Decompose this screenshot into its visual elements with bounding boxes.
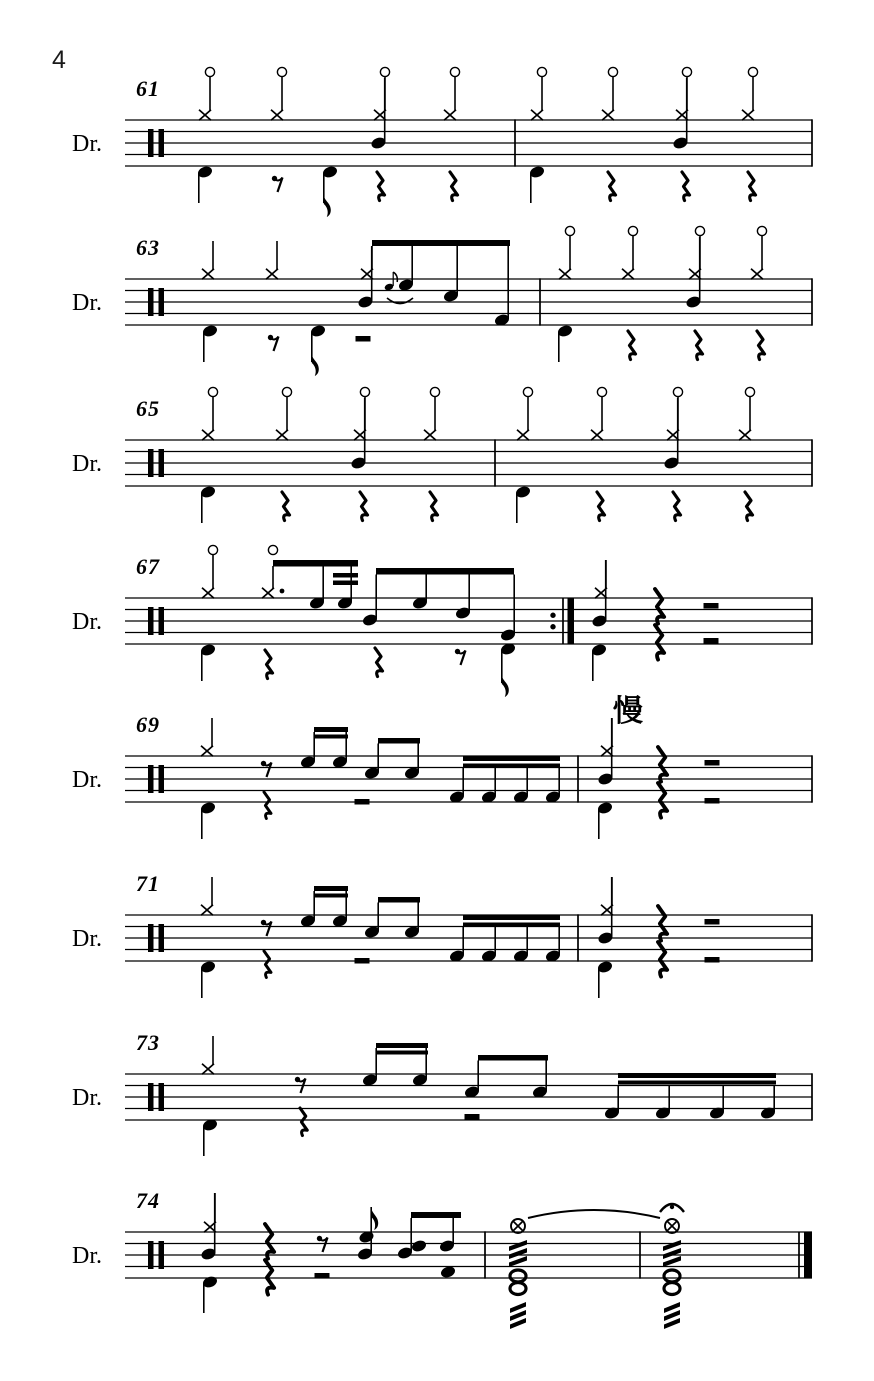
open-hihat-circle <box>430 387 439 396</box>
half-rest <box>465 1114 480 1120</box>
beam <box>314 727 348 732</box>
open-hihat-circle <box>205 67 214 76</box>
instrument-label: Dr. <box>72 290 102 316</box>
whole-note-chord <box>510 1270 526 1282</box>
quarter-rest <box>450 172 458 201</box>
open-hihat-circle <box>628 226 637 235</box>
percussion-clef <box>148 129 154 157</box>
open-hihat-circle <box>745 387 754 396</box>
beam <box>411 1212 461 1218</box>
grace-note-flag <box>393 272 397 282</box>
percussion-clef <box>148 449 154 477</box>
instrument-label: Dr. <box>72 1085 102 1111</box>
percussion-clef <box>159 288 165 316</box>
open-hihat-circle <box>277 67 286 76</box>
quarter-rest <box>265 1224 274 1259</box>
eighth-flag <box>324 195 331 217</box>
instrument-label: Dr. <box>72 609 102 635</box>
quarter-rest <box>282 492 290 521</box>
measure-number: 74 <box>136 1188 160 1213</box>
whole-note-chord <box>664 1283 680 1295</box>
beam <box>314 735 348 739</box>
percussion-clef <box>159 129 165 157</box>
beam <box>376 1043 428 1048</box>
beam <box>333 573 358 578</box>
half-rest <box>355 799 370 805</box>
system-m69 <box>125 718 812 839</box>
quarter-rest <box>377 172 385 201</box>
open-hihat-circle <box>673 387 682 396</box>
measure-number: 67 <box>136 554 160 579</box>
beam <box>372 240 510 246</box>
whole-note-chord <box>510 1283 526 1295</box>
repeat-dot <box>550 613 555 618</box>
measure-number: 69 <box>136 712 160 737</box>
beam <box>618 1081 776 1085</box>
quarter-rest <box>682 172 690 201</box>
measure-number: 63 <box>136 235 160 260</box>
drum-notehead <box>410 1239 427 1254</box>
open-hihat-circle <box>597 387 606 396</box>
page-number: 4 <box>52 46 66 74</box>
tempo-annotation: 慢 <box>613 694 643 729</box>
open-hihat-circle <box>565 226 574 235</box>
percussion-clef <box>159 607 165 635</box>
eighth-flag <box>371 1207 378 1230</box>
system-m71 <box>125 877 812 998</box>
open-hihat-circle <box>208 545 217 554</box>
quarter-rest <box>300 1108 307 1135</box>
eighth-flag <box>502 675 509 697</box>
open-hihat-circle <box>282 387 291 396</box>
quarter-rest <box>264 792 271 818</box>
end-repeat-barline <box>568 598 575 644</box>
measure-number: 61 <box>136 76 160 101</box>
quarter-rest <box>265 650 273 679</box>
half-rest <box>315 1273 330 1279</box>
system-m73 <box>125 1036 812 1156</box>
open-hihat-circle <box>537 67 546 76</box>
percussion-clef <box>148 607 154 635</box>
open-hihat-circle <box>268 545 277 554</box>
beam <box>314 894 348 898</box>
instrument-label: Dr. <box>72 1243 102 1269</box>
augmentation-dot <box>280 589 285 594</box>
open-hihat-circle <box>360 387 369 396</box>
beam <box>378 738 420 744</box>
beam <box>376 568 514 575</box>
quarter-rest <box>658 906 667 941</box>
instrument-label: Dr. <box>72 767 102 793</box>
beam <box>378 897 420 903</box>
quarter-rest <box>264 951 271 977</box>
open-hihat-circle <box>608 67 617 76</box>
percussion-clef <box>159 1241 165 1269</box>
half-rest <box>705 798 720 804</box>
quarter-rest <box>430 492 438 521</box>
quarter-rest <box>658 942 667 977</box>
quarter-rest <box>597 492 605 521</box>
half-rest <box>704 638 719 644</box>
quarter-rest <box>360 492 368 521</box>
percussion-clef <box>148 765 154 793</box>
beam <box>618 1073 776 1078</box>
percussion-clef <box>159 449 165 477</box>
open-hihat-circle <box>380 67 389 76</box>
measure-number: 73 <box>136 1030 160 1055</box>
quarter-rest <box>673 492 681 521</box>
eighth-flag <box>312 354 319 376</box>
half-rest <box>704 603 719 609</box>
quarter-rest <box>695 331 703 360</box>
open-hihat-circle <box>748 67 757 76</box>
beam <box>273 560 358 567</box>
quarter-rest <box>748 172 756 201</box>
quarter-rest <box>658 783 667 818</box>
system-m65 <box>125 387 812 523</box>
beam <box>314 886 348 891</box>
open-hihat-circle <box>523 387 532 396</box>
system-m74 <box>125 1193 812 1329</box>
grace-slur <box>387 298 413 304</box>
open-hihat-circle <box>208 387 217 396</box>
percussion-clef <box>148 1083 154 1111</box>
tie <box>528 1210 660 1218</box>
system-m61 <box>125 67 812 217</box>
instrument-label: Dr. <box>72 131 102 157</box>
fermata <box>670 1205 674 1209</box>
quarter-rest <box>375 648 383 677</box>
beam <box>333 581 358 586</box>
quarter-rest <box>608 172 616 201</box>
percussion-clef <box>148 1241 154 1269</box>
percussion-clef <box>148 924 154 952</box>
percussion-clef <box>159 924 165 952</box>
repeat-dot <box>550 624 555 629</box>
open-hihat-circle <box>450 67 459 76</box>
quarter-rest <box>265 1260 274 1295</box>
quarter-rest <box>658 747 667 782</box>
instrument-label: Dr. <box>72 451 102 477</box>
beam <box>463 923 560 927</box>
whole-note-chord <box>664 1270 680 1282</box>
half-rest <box>705 919 720 925</box>
measure-number: 71 <box>136 871 160 896</box>
open-hihat-circle <box>695 226 704 235</box>
percussion-clef <box>159 1083 165 1111</box>
half-rest <box>705 760 720 766</box>
quarter-rest <box>655 589 664 624</box>
beam <box>463 915 560 920</box>
percussion-clef <box>159 765 165 793</box>
beam <box>463 764 560 768</box>
system-m67 <box>125 545 812 697</box>
measure-number: 65 <box>136 396 160 421</box>
quarter-rest <box>628 331 636 360</box>
quarter-rest <box>757 331 765 360</box>
open-hihat-circle <box>757 226 766 235</box>
quarter-rest <box>745 492 753 521</box>
beam <box>376 1051 428 1055</box>
percussion-clef <box>148 288 154 316</box>
beam <box>478 1055 548 1061</box>
beam <box>463 756 560 761</box>
system-m63 <box>125 226 812 376</box>
half-rest <box>355 958 370 964</box>
open-hihat-circle <box>682 67 691 76</box>
half-rest <box>705 957 720 963</box>
final-barline <box>804 1232 812 1278</box>
half-rest <box>356 336 371 342</box>
quarter-rest <box>655 625 664 660</box>
instrument-label: Dr. <box>72 926 102 952</box>
